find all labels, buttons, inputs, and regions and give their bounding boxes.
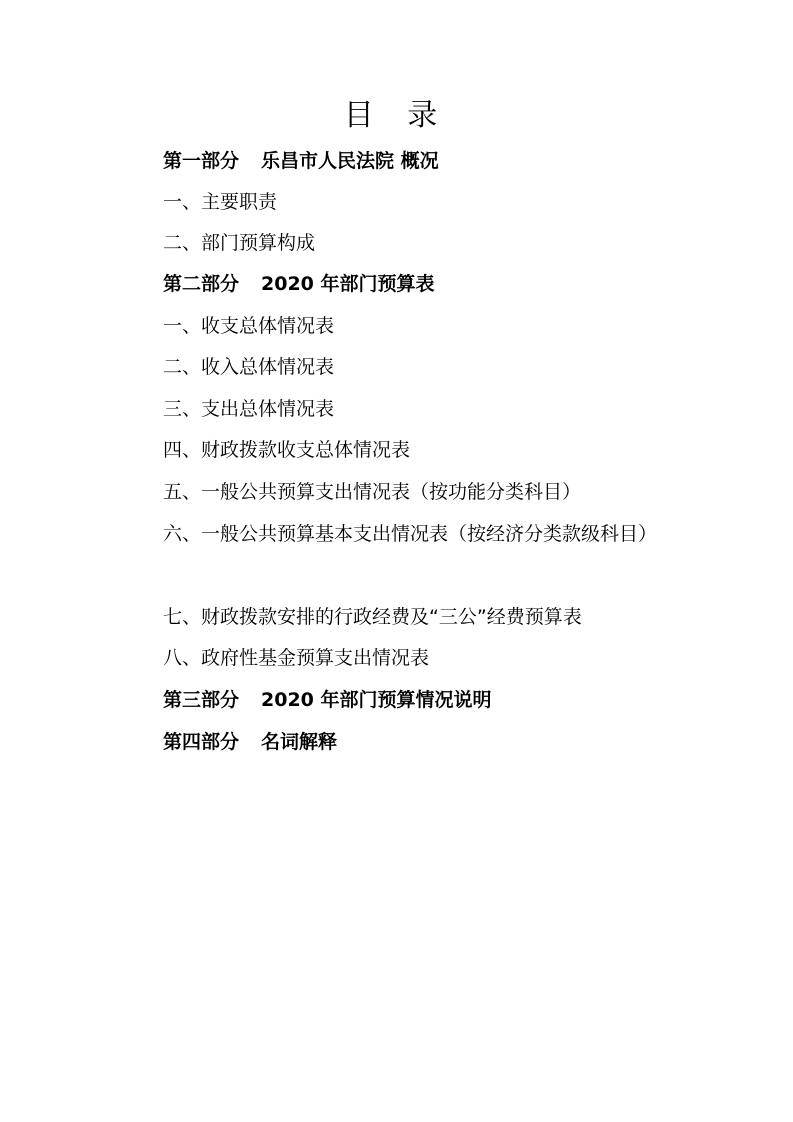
toc-part-1-label: 第一部分 <box>163 150 240 172</box>
toc-item: 二、部门预算构成 <box>163 232 316 254</box>
toc-item: 一、主要职责 <box>163 191 278 213</box>
toc-item: 三、支出总体情况表 <box>163 398 335 420</box>
toc-item: 八、政府性基金预算支出情况表 <box>163 647 430 669</box>
toc-item: 一、收支总体情况表 <box>163 315 335 337</box>
toc-item: 二、收入总体情况表 <box>163 356 335 378</box>
toc-item: 四、财政拨款收支总体情况表 <box>163 439 411 461</box>
toc-part-2-text: 2020 年部门预算表 <box>261 273 435 295</box>
toc-item: 五、一般公共预算支出情况表（按功能分类科目） <box>163 481 582 503</box>
toc-part-1 <box>163 140 683 182</box>
toc-part-3-label: 第三部分 <box>163 689 240 711</box>
toc-item: 六、一般公共预算基本支出情况表（按经济分类款级科目） <box>163 523 658 545</box>
toc-item: 七、财政拨款安排的行政经费及“三公”经费预算表 <box>163 606 582 628</box>
toc-part-4 <box>163 721 683 763</box>
toc-part-4-label: 第四部分 <box>163 731 240 753</box>
toc-part-4-text: 名词解释 <box>261 731 338 753</box>
toc-part-3 <box>163 679 683 721</box>
toc-part-2 <box>163 263 683 305</box>
toc-part-1-text: 乐昌市人民法院 概况 <box>261 150 439 172</box>
toc-part-3-text: 2020 年部门预算情况说明 <box>261 689 492 711</box>
toc-part-2-label: 第二部分 <box>163 273 240 295</box>
page-title: 目 录 <box>343 98 450 133</box>
